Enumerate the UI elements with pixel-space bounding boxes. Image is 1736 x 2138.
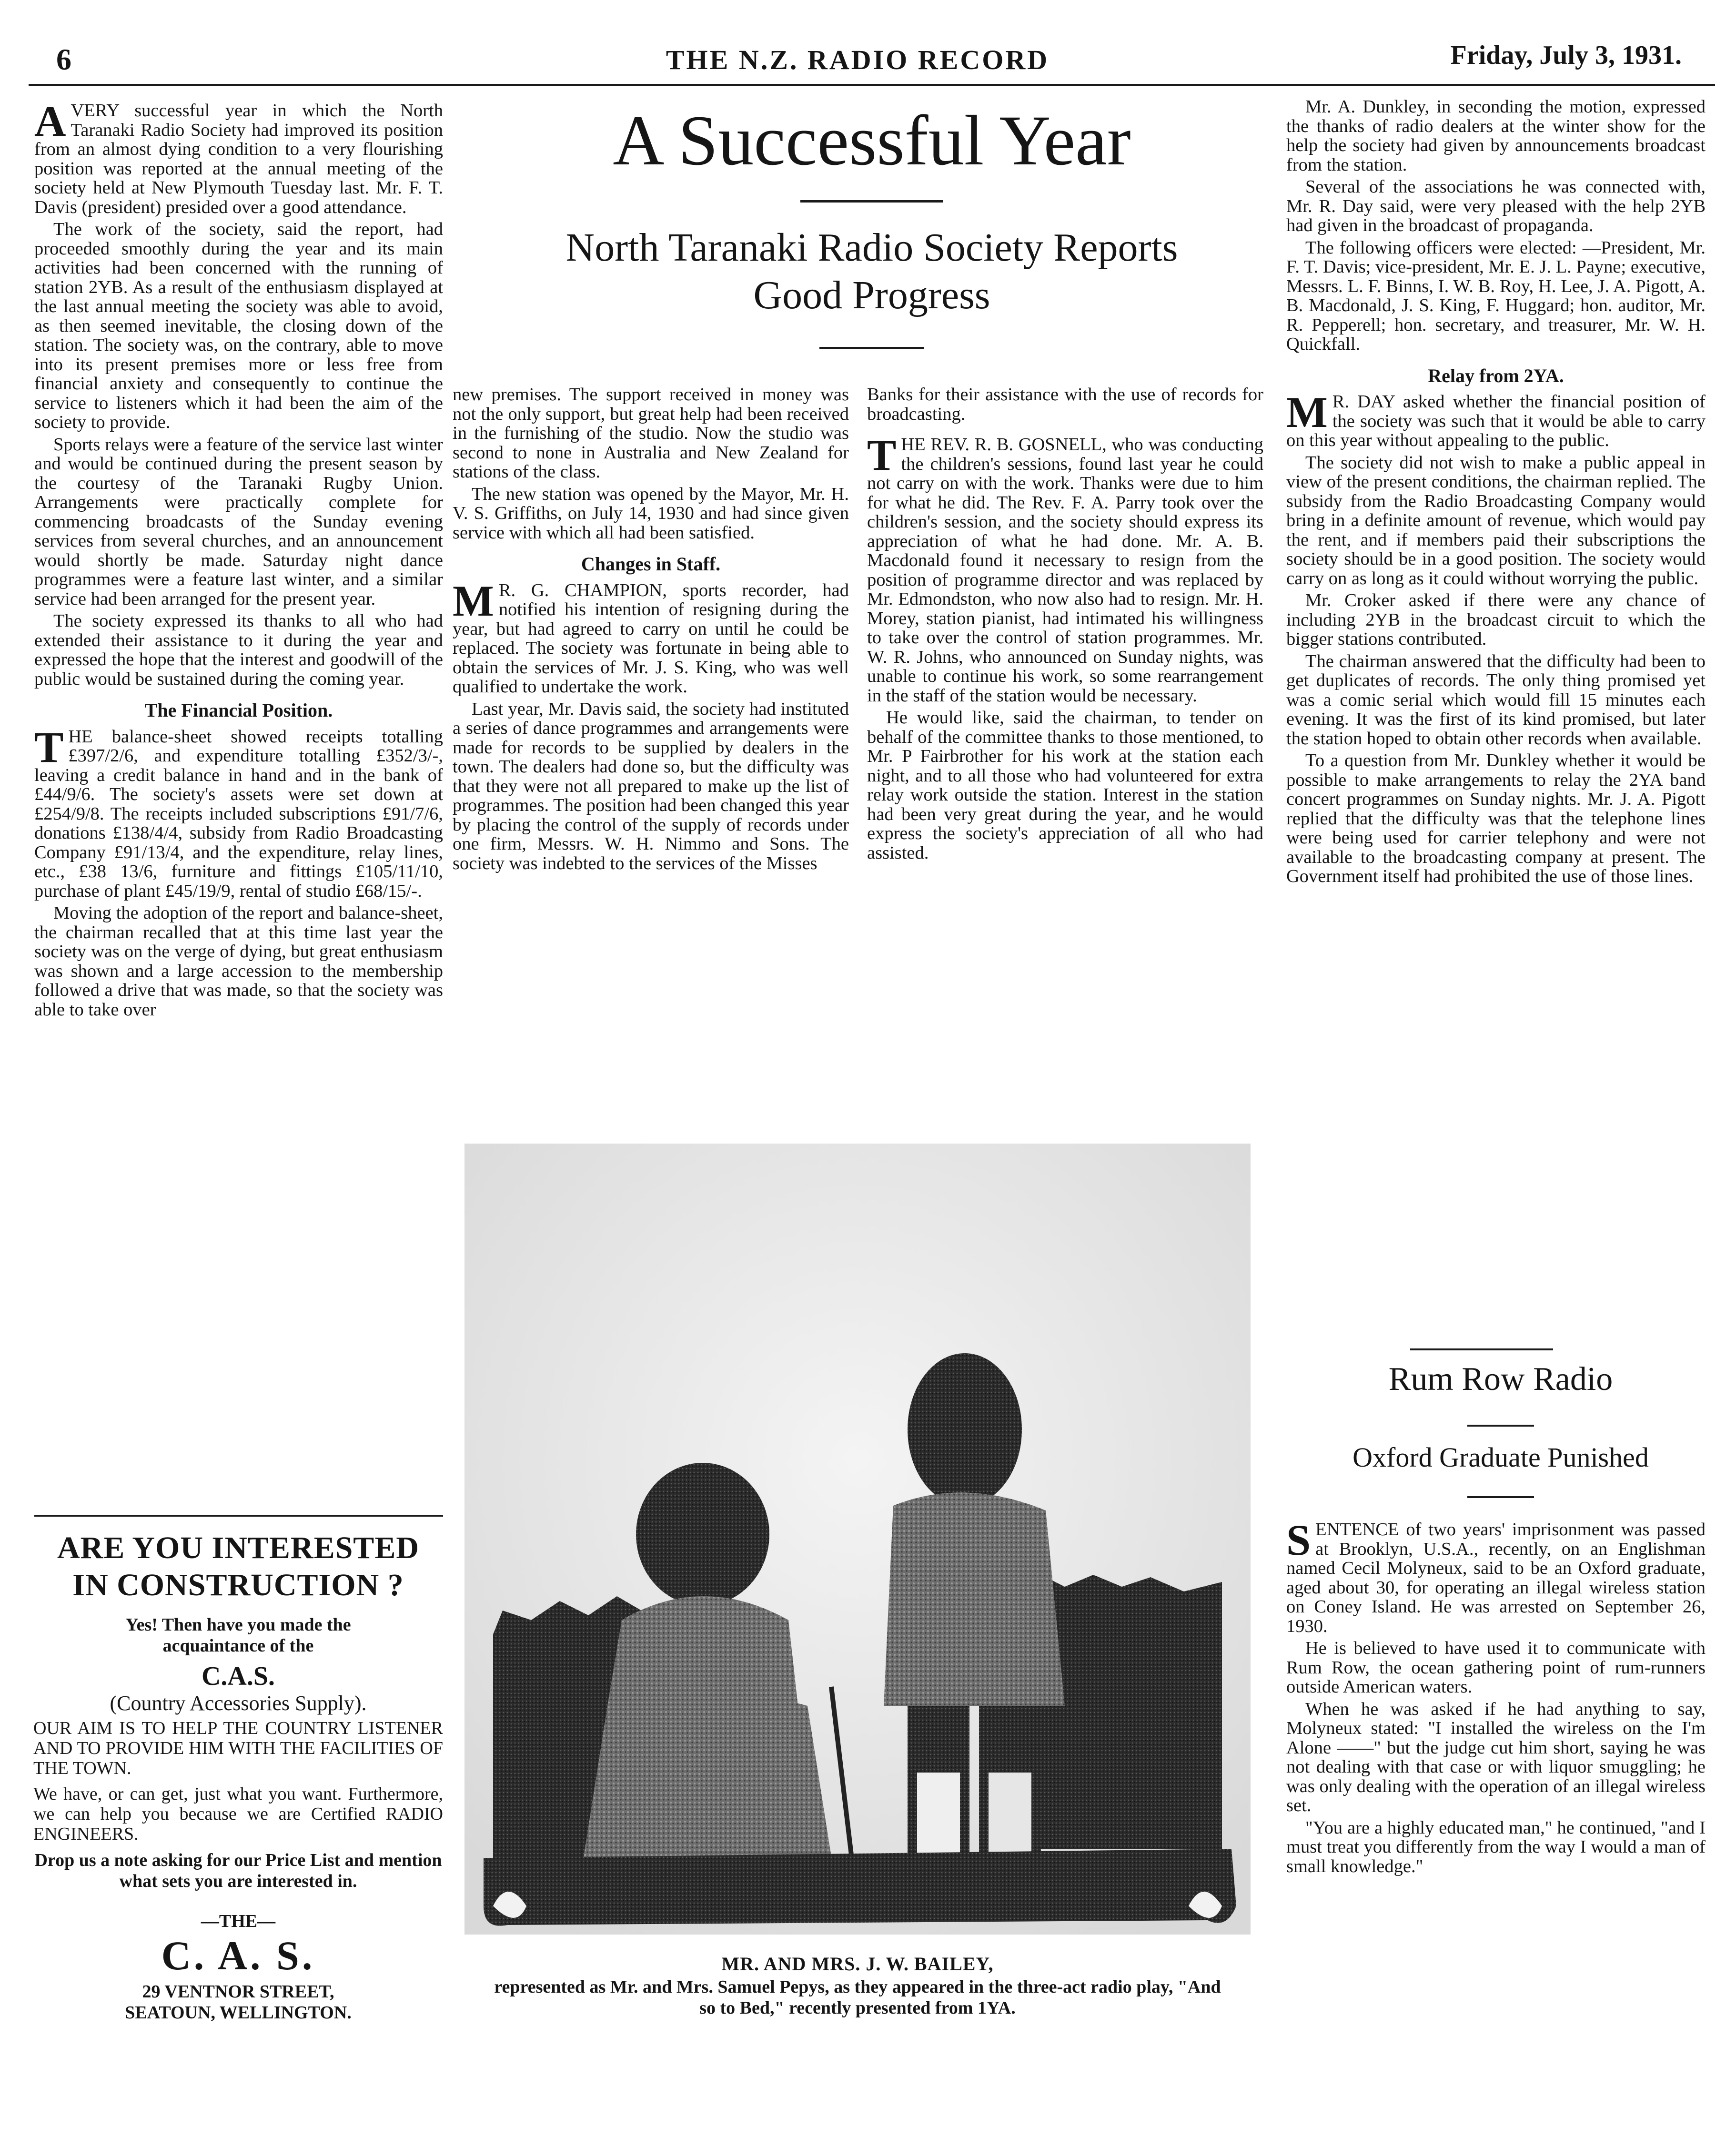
paragraph: Sports relays were a feature of the service last winter and would be continued during the present season by the courtesy of the Taranaki Rugby Union. Arrangements were practically complete for commencing broadcasts of the Sunday evening services from several churches, and an announcement would shortly be made. Saturday night dance programmes were a feature last winter, and a similar service had been arranged for the present year. — [34, 434, 443, 609]
subheadline-line-2: Good Progress — [753, 273, 990, 317]
section-rule — [1467, 1425, 1534, 1427]
ad-expansion: (Country Accessories Supply). — [110, 1692, 367, 1715]
ad-headline-2: IN CONSTRUCTION ? — [72, 1568, 404, 1602]
ad-body: We have, or can get, just what you want. Furthermore, we can help you because we are Certified RADIO ENGINEERS. — [33, 1784, 443, 1844]
ad-brand: C. A. S. — [161, 1933, 315, 1978]
paragraph: To a question from Mr. Dunkley whether it would be possible to make arrangements to relay the 2YA band concert programmes on Sunday nights. Mr. J. A. Pigott replied that the difficulty was that the telephone lines were being used for carrier telephony and were not available to the broadcasting company at present. The Government itself had prohibited the use of those lines. — [1286, 750, 1706, 886]
section-heading: Changes in Staff. — [581, 553, 721, 575]
photo-caption-title: MR. AND MRS. J. W. BAILEY, — [721, 1953, 994, 1975]
ad-line: acquaintance of the — [162, 1636, 314, 1656]
paragraph: Mr. Croker asked if there were any chance of including 2YB in the broadcast circuit to which the bigger stations contributed. — [1286, 590, 1706, 649]
article-column-4 — [1286, 97, 1706, 889]
ad-address-1: 29 VENTNOR STREET, — [142, 1982, 334, 2002]
paragraph: Several of the associations he was connected with, Mr. R. Day said, were very pleased with the help 2YB had given in the broadcast of propaganda. — [1286, 177, 1706, 235]
paragraph: "You are a highly educated man," he continued, "and I must treat you differently from the way I would a man of small knowledge." — [1286, 1817, 1706, 1876]
paragraph: SENTENCE of two years' imprisonment was passed at Brooklyn, U.S.A., recently, on an Englishman named Cecil Molyneux, said to be an Oxford graduate, aged about 30, for operating an illegal wireless station on Coney Island. He was arrested on September 26, 1930. — [1286, 1516, 1706, 1636]
section-heading: Relay from 2YA. — [1428, 365, 1564, 386]
photo-caption: represented as Mr. and Mrs. Samuel Pepys, as they appeared in the three-act radio play, "And so to Bed," recently presented from 1YA. — [494, 1977, 1221, 2018]
ad-line: Yes! Then have you made the — [125, 1615, 351, 1635]
ad-cas: C.A.S. — [201, 1662, 275, 1691]
paragraph: THE balance-sheet showed receipts totalling £397/2/6, and expenditure totalling £352/3/-, leaving a credit balance in hand and in the bank of £44/9/6. The society's assets were set down at £254/9/8. The receipts included subscriptions £91/7/6, donations £138/4/4, subsidy from Radio Broadcasting Company £91/13/4, and the expenditure, relay lines, etc., £38 13/6, furniture and fittings £105/11/10, purchase of plant £45/19/9, rental of studio £68/15/-. — [34, 722, 443, 901]
subheadline-line-1: North Taranaki Radio Society Reports — [565, 225, 1178, 270]
article-column-1 — [34, 97, 443, 1022]
column-rule — [34, 1515, 443, 1517]
advertisement — [33, 1530, 443, 2023]
photo-image — [464, 1144, 1251, 1935]
headline: A Successful Year — [613, 101, 1131, 180]
subheadline — [467, 224, 1277, 319]
masthead-rule — [29, 84, 1715, 86]
paragraph: Moving the adoption of the report and balance-sheet, the chairman recalled that at this time last year the society was on the verge of dying, but great enthusiasm was shown and a large accession to the membership followed a drive that was made, so that the society was able to take over — [34, 903, 443, 1020]
ad-cta: Drop us a note asking for our Price List and mention what sets you are interested in. — [34, 1850, 442, 1891]
drop-cap: T — [867, 431, 897, 479]
photograph — [464, 1144, 1251, 1935]
ad-aim: OUR AIM IS TO HELP THE COUNTRY LISTENER AND TO PROVIDE HIM WITH THE FACILITIES OF THE TOWN. — [33, 1718, 443, 1778]
ad-headline-1: ARE YOU INTERESTED — [57, 1530, 420, 1565]
drop-cap: S — [1286, 1516, 1311, 1564]
rum-row-article — [1286, 1516, 1706, 1879]
paragraph: new premises. The support received in money was not the only support, but great help had been received in the furnishing of the studio. Now the studio was second to none in Australia and New Zealand for stations of the class. — [453, 385, 849, 482]
subheadline-rule — [819, 347, 924, 349]
paragraph: M R. G. CHAMPION, sports recorder, had notified his intention of resigning during the year, but had agreed to carry on until he could be replaced. The society was fortunate in being able to obtain the services of Mr. J. S. King, who was well qualified to undertake the work. — [453, 576, 849, 697]
section-heading: The Financial Position. — [144, 699, 333, 721]
drop-cap: M — [1286, 388, 1328, 436]
paragraph: Mr. A. Dunkley, in seconding the motion, expressed the thanks of radio dealers at the winter show for the help the society had given by announcements broadcast from the station. — [1286, 97, 1706, 175]
rum-row-subtitle: Oxford Graduate Punished — [1352, 1442, 1649, 1473]
paragraph: The new station was opened by the Mayor, Mr. H. V. S. Griffiths, on July 14, 1930 and had since given service with which all had been satisfied. — [453, 484, 849, 543]
article-column-3 — [867, 385, 1263, 865]
paper-title: THE N.Z. RADIO RECORD — [666, 44, 1050, 75]
paragraph: Banks for their assistance with the use of records for broadcasting. — [867, 385, 1263, 424]
paragraph: The society expressed its thanks to all who had extended their assistance to it during the year and expressed the hope that the interest and goodwill of the public would be sustained during the coming year. — [34, 611, 443, 689]
section-rule — [1467, 1496, 1534, 1498]
paragraph: When he was asked if he had anything to say, Molyneux stated: "I installed the wireless on the I'm Alone ——" but the judge cut him short, saying he was not dealing with that case or with liquor smuggling; he was only dealing with the operation of an illegal wireless set. — [1286, 1699, 1706, 1815]
paragraph: The following officers were elected: —President, Mr. F. T. Davis; vice-president, Mr. E. J. L. Payne; executive, Messrs. L. F. Binns, I. W. B. Roy, H. Lee, J. A. Pigott, A. B. Macdonald, J. S. King, F. Huggard; hon. auditor, Mr. R. Pepperell; hon. secretary, and treasurer, Mr. W. H. Quickfall. — [1286, 237, 1706, 354]
paragraph: AVERY successful year in which the North Taranaki Radio Society had improved its position from an almost dying condition to a very flourishing position was reported at the annual meeting of the society held at New Plymouth Tuesday last. Mr. F. T. Davis (president) presided over a good attendance. — [34, 97, 443, 217]
paragraph: The chairman answered that the difficulty had been to get duplicates of records. The only thing promised yet was a comic serial which would fill 15 minutes each evening. It was the first of its kind promised, but later the station hoped to obtain other records when available. — [1286, 651, 1706, 749]
page-number: 6 — [56, 42, 71, 76]
paragraph: THE REV. R. B. GOSNELL, who was conducting the children's sessions, found last year he could not carry on with the work. Thanks were due to him for what he did. The Rev. F. A. Parry took over the children's session, and the society should express its appreciation of what he had done. Mr. A. B. Macdonald found it necessary to resign from the position of programme director and was replaced by Mr. Edmondston, who now also had to resign. Mr. H. Morey, station pianist, had intimated his willingness to take over the control of station programmes. Mr. W. R. Johns, who announced on Sunday nights, was unable to continue his work, so some rearrangement in the staff of the station would be necessary. — [867, 431, 1263, 706]
drop-cap: T — [34, 722, 64, 771]
paragraph: The work of the society, said the report, had proceeded smoothly during the year and its main activities had been concerned with the running of station 2YB. As a result of the enthusiasm displayed at the last annual meeting the society was able to avoid, as then seemed inevitable, the closing down of the station. The society was, on the contrary, able to move into its present premises more or less free from financial anxiety and consequently to continue the service to listeners which it had been the aim of the society to provide. — [34, 219, 443, 432]
paragraph: He is believed to have used it to communicate with Rum Row, the ocean gathering point of rum-runners outside American waters. — [1286, 1638, 1706, 1697]
drop-cap: A — [34, 97, 66, 145]
paragraph: Last year, Mr. Davis said, the society had instituted a series of dance programmes and arrangements were made for records to be supplied by dealers in the town. The dealers had done so, but the difficulty was that they were not all prepared to make up the list of programmes. The position had been changed this year by placing the control of the supply of records under one firm, Messrs. W. H. Nimmo and Sons. The society was indebted to the services of the Misses — [453, 699, 849, 873]
ad-address-2: SEATOUN, WELLINGTON. — [125, 2003, 352, 2023]
paragraph: He would like, said the chairman, to tender on behalf of the committee thanks to those mentioned, to Mr. P Fairbrother for his work at the station each night, and to all those who had volunteered for extra relay work outside the station. Interest in the station had been very great during the year, and he would express the society's appreciation of all who had assisted. — [867, 708, 1263, 863]
paragraph: The society did not wish to make a public appeal in view of the present conditions, the chairman replied. The subsidy from the Radio Broadcasting Company would bring in a definite amount of revenue, which would pay the rent, and if members paid their subscriptions the society should be in a good position. The society would carry on as long as it could without worrying the public. — [1286, 452, 1706, 588]
drop-cap: M — [453, 576, 494, 625]
article-column-2 — [453, 385, 849, 876]
headline-rule — [800, 200, 943, 203]
section-rule — [1410, 1348, 1553, 1350]
rum-row-title: Rum Row Radio — [1388, 1361, 1613, 1398]
ad-the: —THE— — [201, 1911, 276, 1931]
paragraph: M R. DAY asked whether the financial position of the society was such that it would be able to carry on this year without appealing to the public. — [1286, 388, 1706, 450]
issue-date: Friday, July 3, 1931. — [1450, 41, 1682, 70]
